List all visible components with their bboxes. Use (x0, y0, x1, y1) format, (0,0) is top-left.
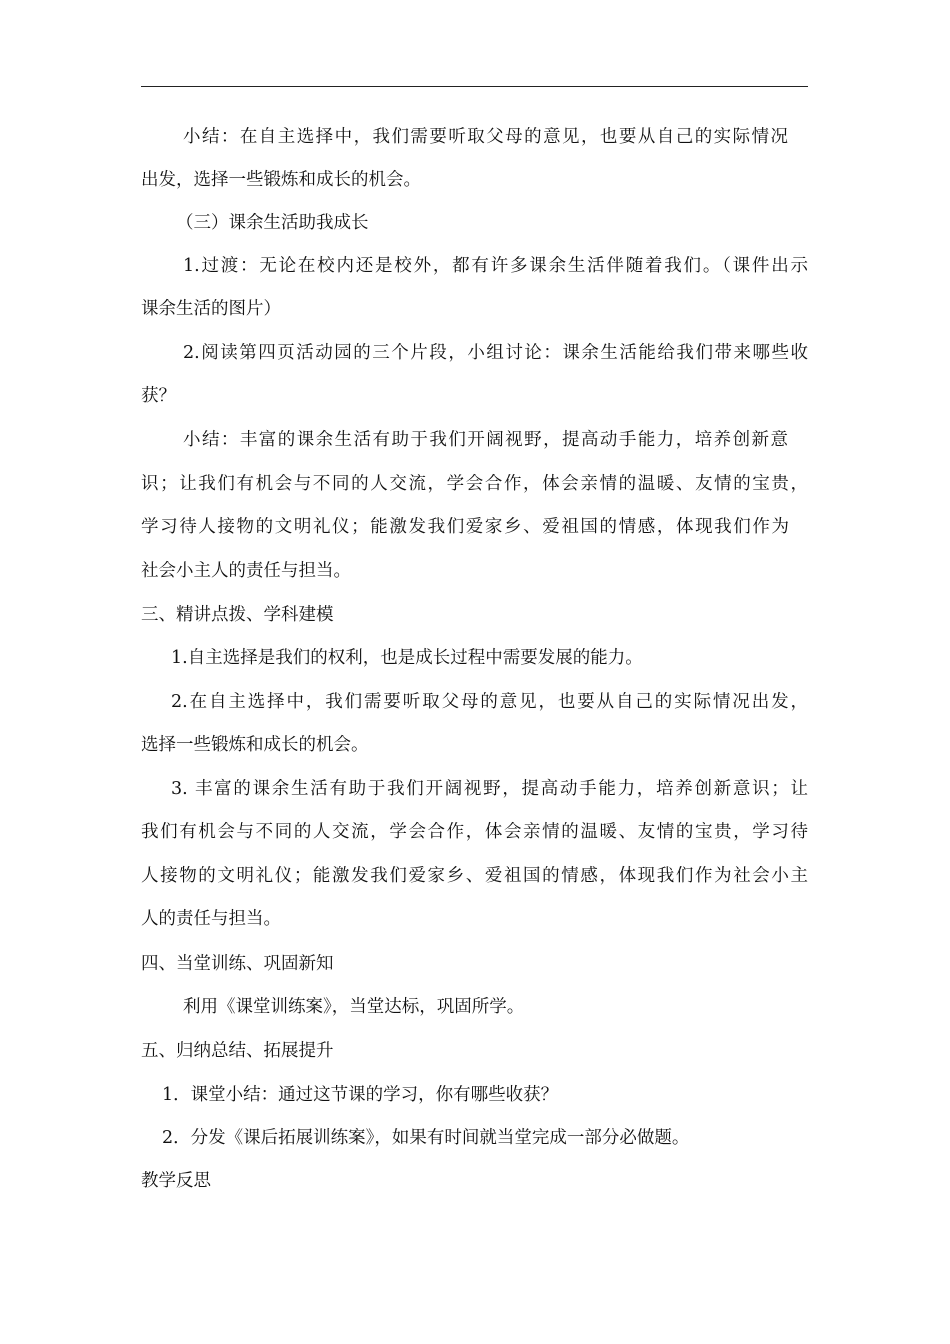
section-heading: 四、当堂训练、巩固新知 (141, 954, 334, 974)
paragraph-line: 2.阅读第四页活动园的三个片段，小组讨论：课余生活能给我们带来哪些收 (183, 343, 808, 363)
section-heading: （三）课余生活助我成长 (176, 213, 369, 233)
list-item: 1.自主选择是我们的权利，也是成长过程中需要发展的能力。 (171, 648, 643, 668)
list-item: 1．课堂小结：通过这节课的学习，你有哪些收获？ (162, 1085, 559, 1105)
section-heading: 三、精讲点拨、学科建模 (141, 605, 334, 625)
list-item: 3. 丰富的课余生活有助于我们开阔视野，提高动手能力，培养创新意识；让 (171, 779, 808, 799)
paragraph-line: 出发，选择一些锻炼和成长的机会。 (141, 170, 421, 190)
paragraph-line: 课余生活的图片） (141, 299, 281, 319)
paragraph-line: 社会小主人的责任与担当。 (141, 561, 351, 581)
list-item: 2.在自主选择中，我们需要听取父母的意见，也要从自己的实际情况出发， (171, 692, 808, 712)
paragraph-line: 识；让我们有机会与不同的人交流，学会合作，体会亲情的温暖、友情的宝贵， (141, 474, 808, 494)
list-item-continuation: 我们有机会与不同的人交流，学会合作，体会亲情的温暖、友情的宝贵，学习待 (141, 822, 808, 842)
paragraph-line: 小结：丰富的课余生活有助于我们开阔视野，提高动手能力，培养创新意 (183, 430, 788, 450)
paragraph-line: 1.过渡：无论在校内还是校外，都有许多课余生活伴随着我们。（课件出示 (183, 256, 808, 276)
section-heading: 五、归纳总结、拓展提升 (141, 1041, 334, 1061)
paragraph-line: 学习待人接物的文明礼仪；能激发我们爱家乡、爱祖国的情感，体现我们作为 (141, 517, 789, 537)
paragraph-line: 小结：在自主选择中，我们需要听取父母的意见，也要从自己的实际情况 (183, 127, 788, 147)
section-heading: 教学反思 (141, 1171, 211, 1191)
list-item-continuation: 人接物的文明礼仪；能激发我们爱家乡、爱祖国的情感，体现我们作为社会小主 (141, 866, 808, 886)
list-item: 2．分发《课后拓展训练案》，如果有时间就当堂完成一部分必做题。 (162, 1128, 690, 1148)
list-item-continuation: 人的责任与担当。 (141, 909, 281, 929)
header-rule (141, 86, 808, 87)
paragraph-line: 获？ (141, 386, 176, 406)
list-item-continuation: 选择一些锻炼和成长的机会。 (141, 735, 369, 755)
paragraph-line: 利用《课堂训练案》，当堂达标，巩固所学。 (183, 997, 525, 1017)
